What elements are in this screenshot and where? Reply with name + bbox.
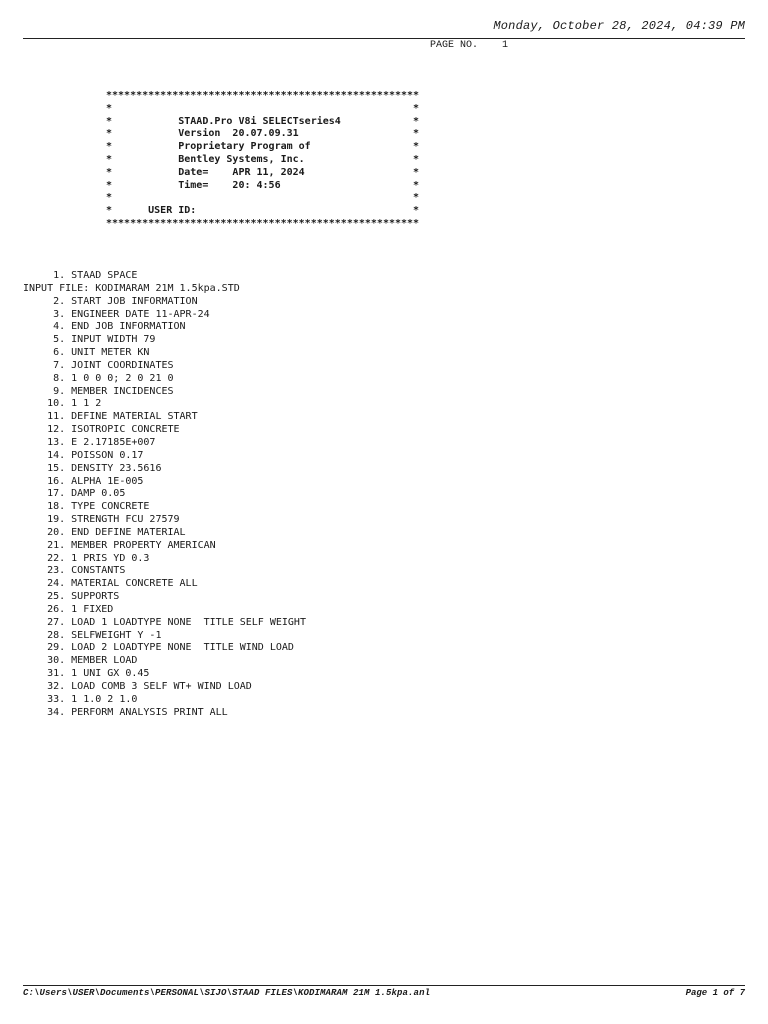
listing-line: 29. LOAD 2 LOADTYPE NONE TITLE WIND LOAD: [23, 642, 294, 654]
listing-line: 31. 1 UNI GX 0.45: [23, 668, 150, 680]
listing-line: 19. STRENGTH FCU 27579: [23, 514, 180, 526]
listing-line: INPUT FILE: KODIMARAM 21M 1.5kpa.STD: [23, 282, 240, 294]
program-banner: [106, 90, 419, 231]
listing-line: 8. 1 0 0 0; 2 0 21 0: [23, 372, 174, 384]
print-datetime: Monday, October 28, 2024, 04:39 PM: [493, 19, 745, 33]
listing-line: 33. 1 1.0 2 1.0: [23, 693, 138, 705]
listing-line: 9. MEMBER INCIDENCES: [23, 385, 174, 397]
page-count: Page 1 of 7: [685, 988, 745, 998]
file-path: C:\Users\USER\Documents\PERSONAL\SIJO\STAAD FILES\KODIMARAM 21M 1.5kpa.anl: [23, 988, 431, 998]
banner-line: * *: [106, 192, 420, 204]
listing-line: 18. TYPE CONCRETE: [23, 501, 150, 513]
banner-line: * Time= 20: 4:56 *: [106, 179, 420, 191]
listing-line: 16. ALPHA 1E-005: [23, 475, 144, 487]
banner-line: * STAAD.Pro V8i SELECTseries4 *: [106, 115, 420, 127]
listing-line: 5. INPUT WIDTH 79: [23, 334, 156, 346]
listing-line: 1. STAAD SPACE: [23, 270, 138, 281]
listing-line: 34. PERFORM ANALYSIS PRINT ALL: [23, 706, 228, 718]
listing-line: 10. 1 1 2: [23, 398, 102, 410]
listing-line: 24. MATERIAL CONCRETE ALL: [23, 578, 198, 590]
banner-line: * Proprietary Program of *: [106, 141, 420, 153]
listing-line: 27. LOAD 1 LOADTYPE NONE TITLE SELF WEIGHT: [23, 616, 306, 628]
input-listing: [23, 270, 306, 720]
banner-line: ****************************************************: [106, 217, 420, 229]
listing-line: 26. 1 FIXED: [23, 603, 114, 615]
listing-line: 22. 1 PRIS YD 0.3: [23, 552, 150, 564]
banner-line: * Bentley Systems, Inc. *: [106, 153, 420, 165]
footer-divider: [23, 985, 745, 986]
listing-line: 25. SUPPORTS: [23, 591, 120, 603]
listing-line: 21. MEMBER PROPERTY AMERICAN: [23, 539, 216, 551]
listing-line: 28. SELFWEIGHT Y -1: [23, 629, 162, 641]
banner-line: * Version 20.07.09.31 *: [106, 128, 420, 140]
banner-line: * Date= APR 11, 2024 *: [106, 166, 420, 178]
listing-line: 23. CONSTANTS: [23, 565, 126, 577]
listing-line: 30. MEMBER LOAD: [23, 655, 138, 667]
banner-line: * USER ID: *: [106, 205, 420, 217]
listing-line: 13. E 2.17185E+007: [23, 436, 156, 448]
banner-line: ****************************************************: [106, 90, 420, 101]
listing-line: 2. START JOB INFORMATION: [23, 295, 198, 307]
banner-line: * *: [106, 102, 420, 114]
listing-line: 20. END DEFINE MATERIAL: [23, 526, 186, 538]
page-number-label: PAGE NO. 1: [430, 40, 509, 51]
listing-line: 3. ENGINEER DATE 11-APR-24: [23, 308, 210, 320]
header-divider: [23, 38, 745, 39]
listing-line: 32. LOAD COMB 3 SELF WT+ WIND LOAD: [23, 681, 252, 692]
listing-line: 4. END JOB INFORMATION: [23, 321, 186, 333]
listing-line: 12. ISOTROPIC CONCRETE: [23, 424, 180, 436]
listing-line: 15. DENSITY 23.5616: [23, 462, 162, 474]
listing-line: 11. DEFINE MATERIAL START: [23, 411, 198, 423]
listing-line: 7. JOINT COORDINATES: [23, 359, 174, 371]
listing-line: 6. UNIT METER KN: [23, 347, 150, 359]
listing-line: 17. DAMP 0.05: [23, 488, 126, 500]
listing-line: 14. POISSON 0.17: [23, 449, 144, 461]
